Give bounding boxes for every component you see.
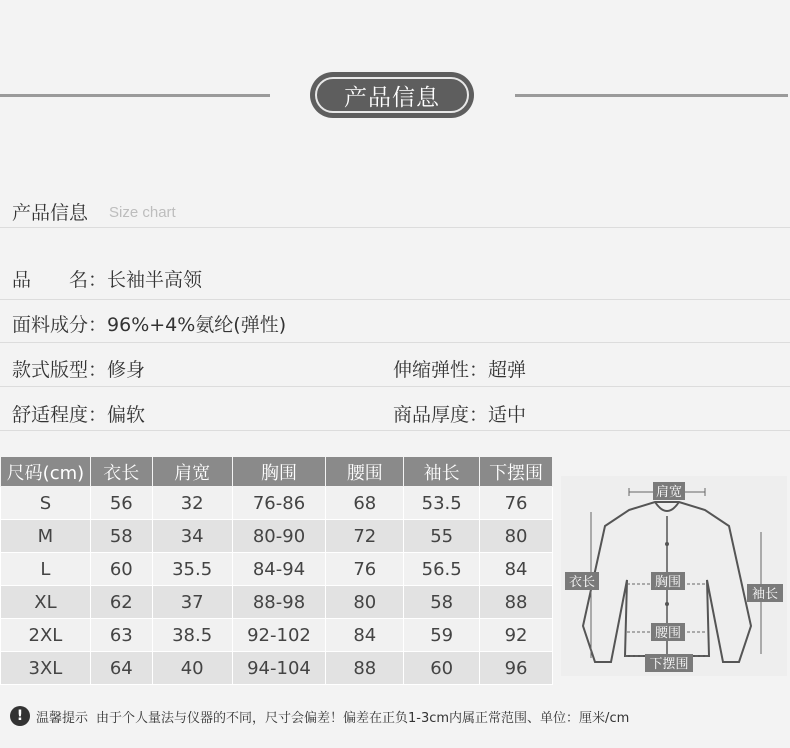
notice-title: 温馨提示 bbox=[36, 710, 89, 726]
info-heading: 产品信息 bbox=[12, 202, 89, 224]
table-cell: 76 bbox=[480, 487, 553, 520]
waist-label: 腰围 bbox=[654, 626, 682, 641]
info-row-thickness bbox=[393, 400, 526, 427]
table-cell: 40 bbox=[152, 652, 232, 685]
table-cell: 37 bbox=[152, 586, 232, 619]
column-header: 尺码(cm) bbox=[1, 457, 91, 487]
divider bbox=[0, 227, 790, 228]
table-cell: 32 bbox=[152, 487, 232, 520]
table-cell: 3XL bbox=[1, 652, 91, 685]
info-row-fit bbox=[12, 355, 145, 382]
info-value: 超弹 bbox=[488, 359, 527, 381]
table-cell: 58 bbox=[404, 586, 480, 619]
shirt-illustration bbox=[561, 476, 787, 676]
notice-text: 由于个人量法与仪器的不同，尺寸会偏差！偏差在正负1-3cm内属正常范围、单位：厘米/cm bbox=[96, 710, 630, 726]
table-row bbox=[1, 553, 553, 586]
length-label: 衣长 bbox=[568, 575, 596, 590]
table-cell: 96 bbox=[480, 652, 553, 685]
table-cell: M bbox=[1, 520, 91, 553]
column-header: 袖长 bbox=[404, 457, 480, 487]
section-title-bar bbox=[0, 72, 790, 118]
table-cell: 76-86 bbox=[232, 487, 326, 520]
table-cell: 80 bbox=[326, 586, 404, 619]
table-cell: 94-104 bbox=[232, 652, 326, 685]
hem-label: 下摆围 bbox=[649, 657, 689, 672]
table-cell: 88 bbox=[480, 586, 553, 619]
table-cell: 84 bbox=[480, 553, 553, 586]
table-cell: 80-90 bbox=[232, 520, 326, 553]
size-table bbox=[0, 456, 553, 685]
table-cell: 34 bbox=[152, 520, 232, 553]
notice-bar bbox=[10, 705, 629, 727]
title-divider-left bbox=[0, 94, 270, 97]
info-row-elasticity bbox=[393, 355, 526, 382]
table-cell: 2XL bbox=[1, 619, 91, 652]
table-cell: 60 bbox=[404, 652, 480, 685]
table-cell: 63 bbox=[90, 619, 152, 652]
table-cell: 38.5 bbox=[152, 619, 232, 652]
table-cell: 92-102 bbox=[232, 619, 326, 652]
info-row-name bbox=[12, 265, 202, 292]
info-label: 伸缩弹性： bbox=[393, 359, 489, 381]
table-row bbox=[1, 619, 553, 652]
table-cell: 68 bbox=[326, 487, 404, 520]
table-cell: 92 bbox=[480, 619, 553, 652]
info-label: 品 名： bbox=[12, 269, 108, 291]
table-cell: 56 bbox=[90, 487, 152, 520]
title-divider-right bbox=[515, 94, 788, 97]
shoulder-label: 肩宽 bbox=[655, 485, 683, 500]
table-cell: 62 bbox=[90, 586, 152, 619]
info-value: 长袖半高领 bbox=[107, 269, 203, 291]
info-label: 款式版型： bbox=[12, 359, 108, 381]
divider bbox=[0, 299, 790, 300]
table-cell: S bbox=[1, 487, 91, 520]
info-value: 适中 bbox=[488, 404, 527, 426]
table-row bbox=[1, 487, 553, 520]
table-cell: 72 bbox=[326, 520, 404, 553]
column-header: 衣长 bbox=[90, 457, 152, 487]
table-row bbox=[1, 652, 553, 685]
table-cell: 53.5 bbox=[404, 487, 480, 520]
column-header: 下摆围 bbox=[480, 457, 553, 487]
warning-icon: ! bbox=[10, 706, 30, 726]
divider bbox=[0, 386, 790, 387]
table-cell: 84-94 bbox=[232, 553, 326, 586]
column-header: 胸围 bbox=[232, 457, 326, 487]
info-value: 96%+4%氨纶(弹性) bbox=[107, 314, 287, 336]
table-cell: 76 bbox=[326, 553, 404, 586]
title-badge-text: 产品信息 bbox=[315, 77, 469, 113]
table-cell: 59 bbox=[404, 619, 480, 652]
column-header: 腰围 bbox=[326, 457, 404, 487]
table-row bbox=[1, 586, 553, 619]
table-cell: 80 bbox=[480, 520, 553, 553]
garment-measurement-diagram bbox=[561, 476, 787, 676]
info-label: 面料成分： bbox=[12, 314, 108, 336]
table-cell: 56.5 bbox=[404, 553, 480, 586]
info-label: 舒适程度： bbox=[12, 404, 108, 426]
info-row-fabric bbox=[12, 310, 286, 337]
info-subheading: Size chart bbox=[109, 204, 176, 221]
title-badge bbox=[310, 72, 474, 118]
table-row bbox=[1, 520, 553, 553]
table-cell: 64 bbox=[90, 652, 152, 685]
info-label: 商品厚度： bbox=[393, 404, 489, 426]
table-cell: 58 bbox=[90, 520, 152, 553]
table-cell: 88 bbox=[326, 652, 404, 685]
info-value: 修身 bbox=[107, 359, 146, 381]
table-cell: 35.5 bbox=[152, 553, 232, 586]
column-header: 肩宽 bbox=[152, 457, 232, 487]
table-cell: XL bbox=[1, 586, 91, 619]
table-cell: 84 bbox=[326, 619, 404, 652]
table-cell: L bbox=[1, 553, 91, 586]
chest-label: 胸围 bbox=[654, 575, 682, 590]
info-row-comfort bbox=[12, 400, 145, 427]
info-value: 偏软 bbox=[107, 404, 146, 426]
table-cell: 60 bbox=[90, 553, 152, 586]
size-table-header bbox=[1, 457, 553, 487]
sleeve-label: 袖长 bbox=[751, 587, 779, 602]
divider bbox=[0, 342, 790, 343]
divider bbox=[0, 430, 790, 431]
table-cell: 88-98 bbox=[232, 586, 326, 619]
table-cell: 55 bbox=[404, 520, 480, 553]
